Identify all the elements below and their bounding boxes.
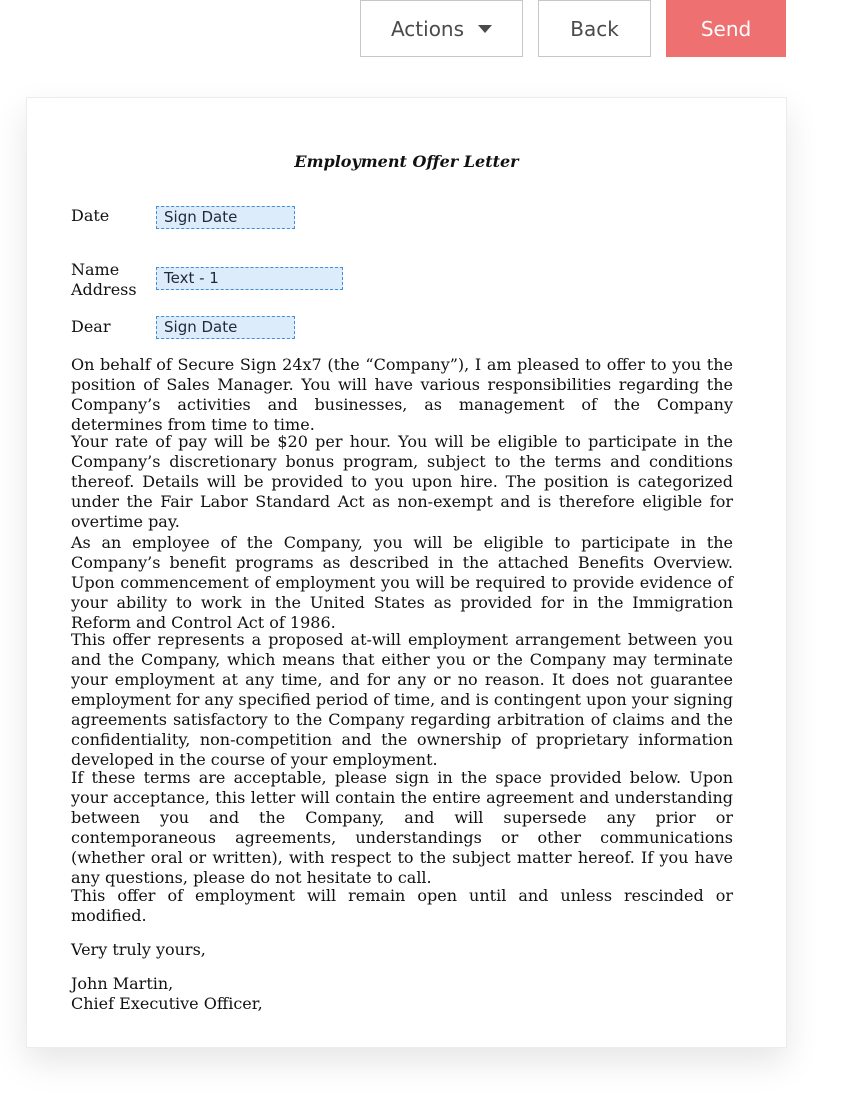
date-label: Date	[71, 206, 110, 225]
dear-sign-date-field[interactable]: Sign Date	[156, 316, 295, 339]
text-field[interactable]: Text - 1	[156, 267, 343, 290]
name-label: Name	[71, 260, 120, 279]
paragraph-pay: Your rate of pay will be $20 per hour. You will be eligible to participate in the Company’s discretionary bonus program, subject to the terms and conditions thereof. Details will be provided to you upon hire. The position is categorized under the Fair Labor Standard Act as non-exempt and is therefore eligible for overtime pay.	[71, 432, 733, 531]
closing-text: Very truly yours,	[71, 940, 206, 959]
paragraph-at-will: This offer represents a proposed at-will employment arrangement between you and the Company, which means that either you or the Company may terminate your employment at any time, and for any or no reason. It does not guarantee employment for any specified period of time, and is contingent upon your signing agreements satisfactory to the Company regarding arbitration of claims and the confidentiality, non-competition and the ownership of proprietary information developed in the course of your employment.	[71, 630, 733, 769]
caret-down-icon	[478, 25, 492, 33]
paragraph-offer-open: This offer of employment will remain open until and unless rescinded or modified.	[71, 886, 733, 925]
document-title: Employment Offer Letter	[294, 152, 519, 171]
back-button[interactable]: Back	[538, 0, 651, 57]
actions-label: Actions	[390, 16, 465, 41]
paragraph-position: On behalf of Secure Sign 24x7 (the “Company”), I am pleased to offer to you the position of Sales Manager. You will have various responsibilities regarding the Company’s activities and businesses, as management of the Company determines from time to time.	[71, 355, 733, 434]
dear-label: Dear	[71, 317, 111, 336]
address-label: Address	[71, 280, 137, 299]
document-page	[26, 97, 787, 1048]
actions-button[interactable]	[360, 0, 523, 57]
paragraph-acceptance: If these terms are acceptable, please sign in the space provided below. Upon your acceptance, this letter will contain the entire agreement and understanding between you and the Company, and will supersede any prior or contemporaneous agreements, understandings or other communications (whether oral or written), with respect to the subject matter hereof. If you have any questions, please do not hesitate to call.	[71, 768, 733, 887]
sign-date-field[interactable]: Sign Date	[156, 206, 295, 229]
paragraph-benefits: As an employee of the Company, you will be eligible to participate in the Company’s benefit programs as described in the attached Benefits Overview. Upon commencement of employment you will be required to provide evidence of your ability to work in the United States as provided for in the Immigration Reform and Control Act of 1986.	[71, 533, 733, 632]
signer-title: Chief Executive Officer,	[71, 994, 263, 1013]
send-button[interactable]: Send	[666, 0, 786, 57]
signer-name: John Martin,	[71, 974, 174, 993]
